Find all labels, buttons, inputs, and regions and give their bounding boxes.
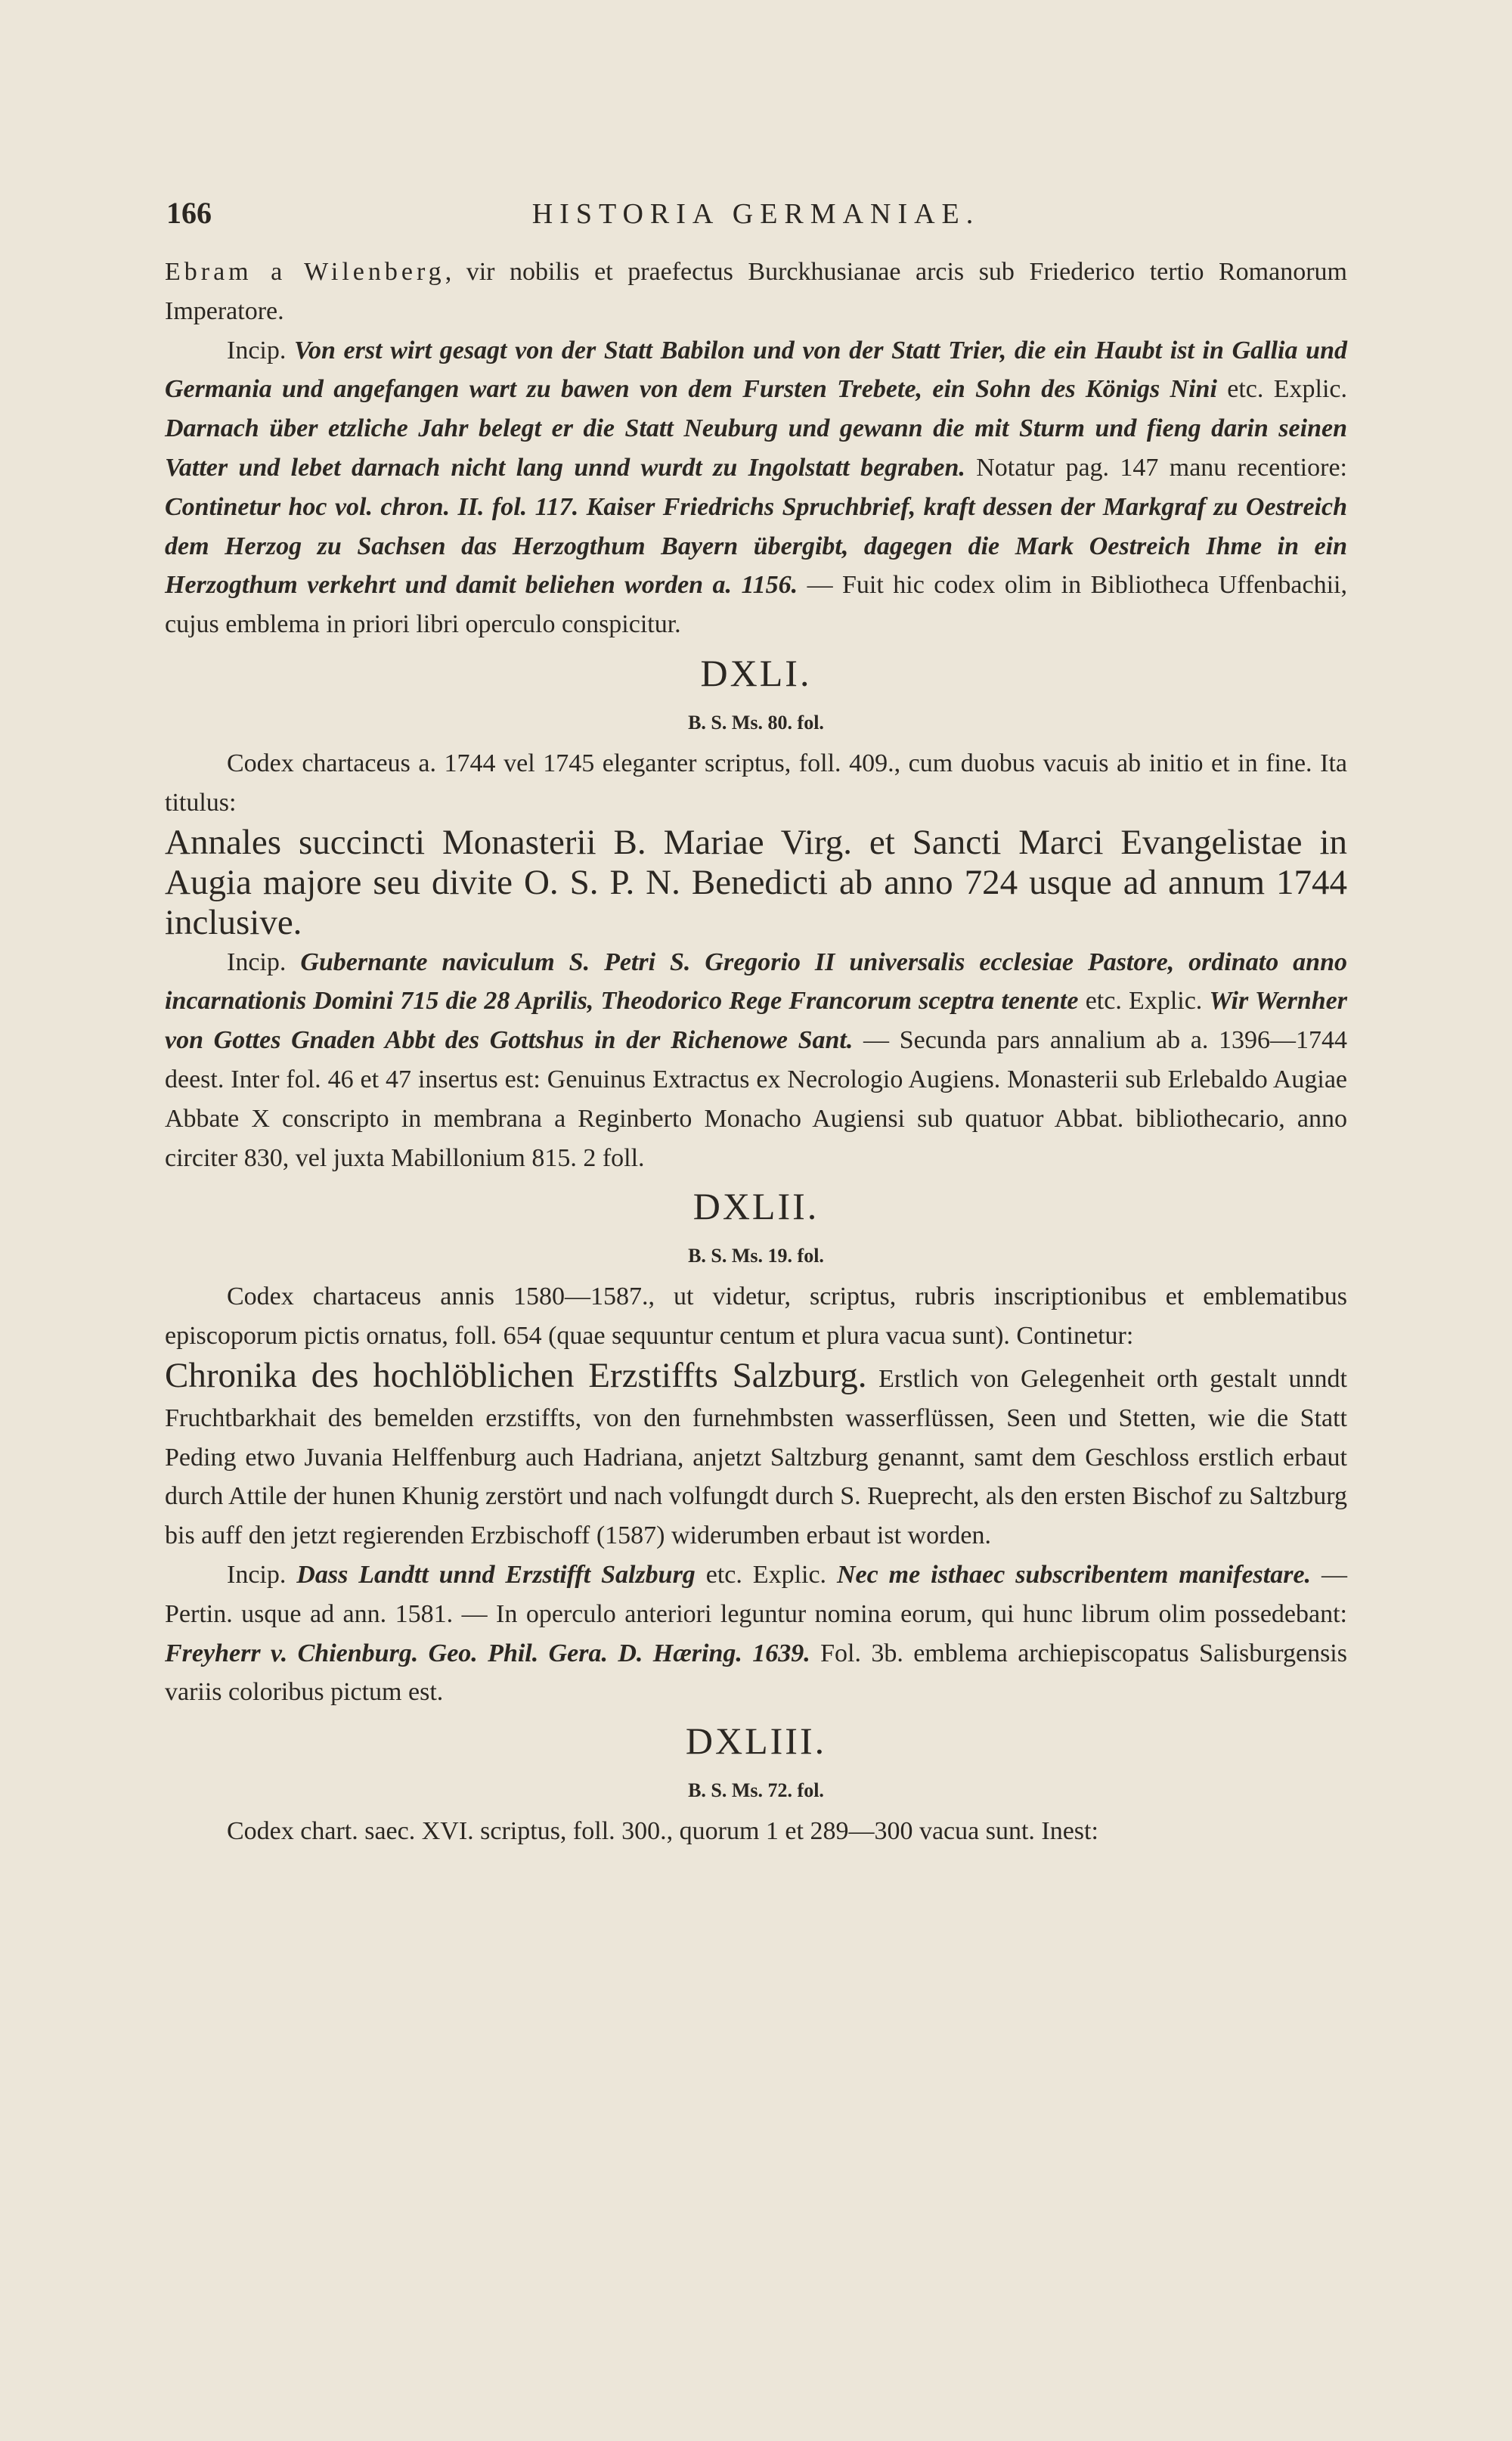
continetur-text: Continetur hoc vol. chron. II. fol. 117. Kaiser Friedrichs Spruchbrief, kraft dessen der Markgraf zu Oestreich dem Herzog zu Sachsen das Herzogthum Bayern übergibt, dagegen die Mark Oestreich Ihme in ein Herzogthum verkehrt und damit beliehen worden a. 1156. — [165, 492, 1347, 600]
running-header — [166, 195, 1346, 231]
explic-text: Wir Wernher von Gottes Gnaden Abbt des Gottshus in der Richenowe Sant. — [165, 987, 1347, 1055]
title-dxli: Annales succincti Monasterii B. Mariae Virg. et Sancti Marci Evangelistae in Augia majore seu divite O. S. P. N. Benedicti ab anno 724 usque ad annum 1744 inclusive. — [165, 822, 1347, 942]
entry-number-dxli: DXLI. — [700, 651, 812, 694]
shelfmark-dxlii: B. S. Ms. 19. fol. — [688, 1245, 824, 1267]
running-title: HISTORIA GERMANIAE. — [531, 198, 981, 230]
entry-number-dxlii: DXLII. — [692, 1185, 820, 1228]
entry-number-dxliii: DXLIII. — [685, 1720, 827, 1763]
title-cont-dxlii: Erstlich von Gelegenheit orth gestalt unndt Fruchtbarkhait des bemelden erzstiffts, von den furnehmbsten wasserflüssen, Seen und Stetten, wie die Statt Peding etwo Juvania Helffenburg auch Hadriana, anjetzt Saltzburg genannt, samt dem Geschloss erstlich erbaut durch Attile der hunen Khunig zerstört und nach volfungdt durch S. Rueprecht, als den ersten Bischof zu Saltzburg bis auff den jetzt regierenden Erzbischoff (1587) widerumben erbaut ist worden. — [165, 1364, 1347, 1550]
title-dxlii: Chronika des hochlöblichen Erzstiffts Salzburg. — [165, 1355, 867, 1395]
incip-label: Incip. — [227, 1560, 287, 1589]
shelfmark-dxli: B. S. Ms. 80. fol. — [688, 711, 824, 734]
emblema-text: Fol. 3b. emblema archiepiscopatus Salisburgensis variis coloribus pictum est. — [165, 1639, 1347, 1707]
author-rest: , vir nobilis et praefectus Burckhusianae arcis sub Friederico tertio Romanorum Imperatore. — [165, 258, 1347, 325]
etc-explic-label: etc. Explic. — [1078, 987, 1210, 1016]
etc-explic-label: etc. Explic. — [1216, 375, 1347, 404]
description-dxliii: Codex chart. saec. XVI. scriptus, foll. 300., quorum 1 et 289—300 vacua sunt. Inest: — [227, 1817, 1098, 1846]
explic-text: Nec me isthaec subscribentem manifestare. — [837, 1560, 1312, 1589]
incipit-dxli — [165, 943, 1347, 1178]
incip-label: Incip. — [227, 336, 287, 364]
description-dxlii: Codex chartaceus annis 1580—1587., ut videtur, scriptus, rubris inscriptionibus et emblematibus episcoporum pictis ornatus, foll. 654 (quae sequuntur centum et plura vacua sunt). Continetur: — [165, 1283, 1347, 1351]
description-dxli: Codex chartaceus a. 1744 vel 1745 eleganter scriptus, foll. 409., cum duobus vacuis ab initio et in fine. Ita titulus: — [165, 749, 1347, 817]
pertin-text: — Pertin. usque ad ann. 1581. — In operculo anteriori leguntur nomina eorum, qui hunc librum olim possedebant: — [165, 1560, 1347, 1628]
incip-text: Dass Landtt unnd Erzstifft Salzburg — [296, 1560, 696, 1589]
explic-text: Darnach über etzliche Jahr belegt er die Statt Neuburg und gewann die mit Sturm und fieng darin seinen Vatter und lebet darnach nicht lang unnd wurdt zu Ingolstatt begraben. — [165, 414, 1347, 482]
fuit-text: — Fuit hic codex olim in Bibliotheca Uffenbachii, cujus emblema in priori libri operculo conspicitur. — [165, 571, 1347, 639]
incipit-dxlii — [165, 1555, 1347, 1712]
incip-text: Gubernante naviculum S. Petri S. Gregorio II universalis ecclesiae Pastore, ordinato anno incarnationis Domini 715 die 28 Aprilis, Theodorico Rege Francorum sceptra tenente — [165, 948, 1347, 1016]
title-dxlii-para — [165, 1356, 1347, 1555]
etc-explic-label: etc. Explic. — [695, 1560, 837, 1589]
incip-label: Incip. — [227, 948, 287, 976]
owners-text: Freyherr v. Chienburg. Geo. Phil. Gera. D. Hæring. 1639. — [165, 1639, 810, 1667]
page-number: 166 — [166, 196, 212, 230]
entry-prev-incipit — [165, 331, 1347, 644]
shelfmark-dxliii: B. S. Ms. 72. fol. — [688, 1779, 824, 1802]
rest-text: — Secunda pars annalium ab a. 1396—1744 deest. Inter fol. 46 et 47 insertus est: Genuinus Extractus ex Necrologio Augiens. Monasterii sub Erlebaldo Augiae Abbate X conscripto in membrana a Reginberto Monacho Augiensi sub quatuor Abbat. bibliothecario, anno circiter 830, vel juxta Mabillonium 815. 2 foll. — [165, 1026, 1348, 1172]
incip-text: Von erst wirt gesagt von der Statt Babilon und von der Statt Trier, die ein Haubt ist in Gallia und Germania und angefangen wart zu bawen von dem Fursten Trebete, ein Sohn des Königs Nini — [165, 336, 1347, 404]
entry-prev-author — [165, 253, 1347, 331]
notatur-text: Notatur pag. 147 manu recentiore: — [965, 453, 1347, 482]
author-name: Ebram a Wilenberg — [165, 258, 445, 286]
page-body — [165, 253, 1347, 1851]
